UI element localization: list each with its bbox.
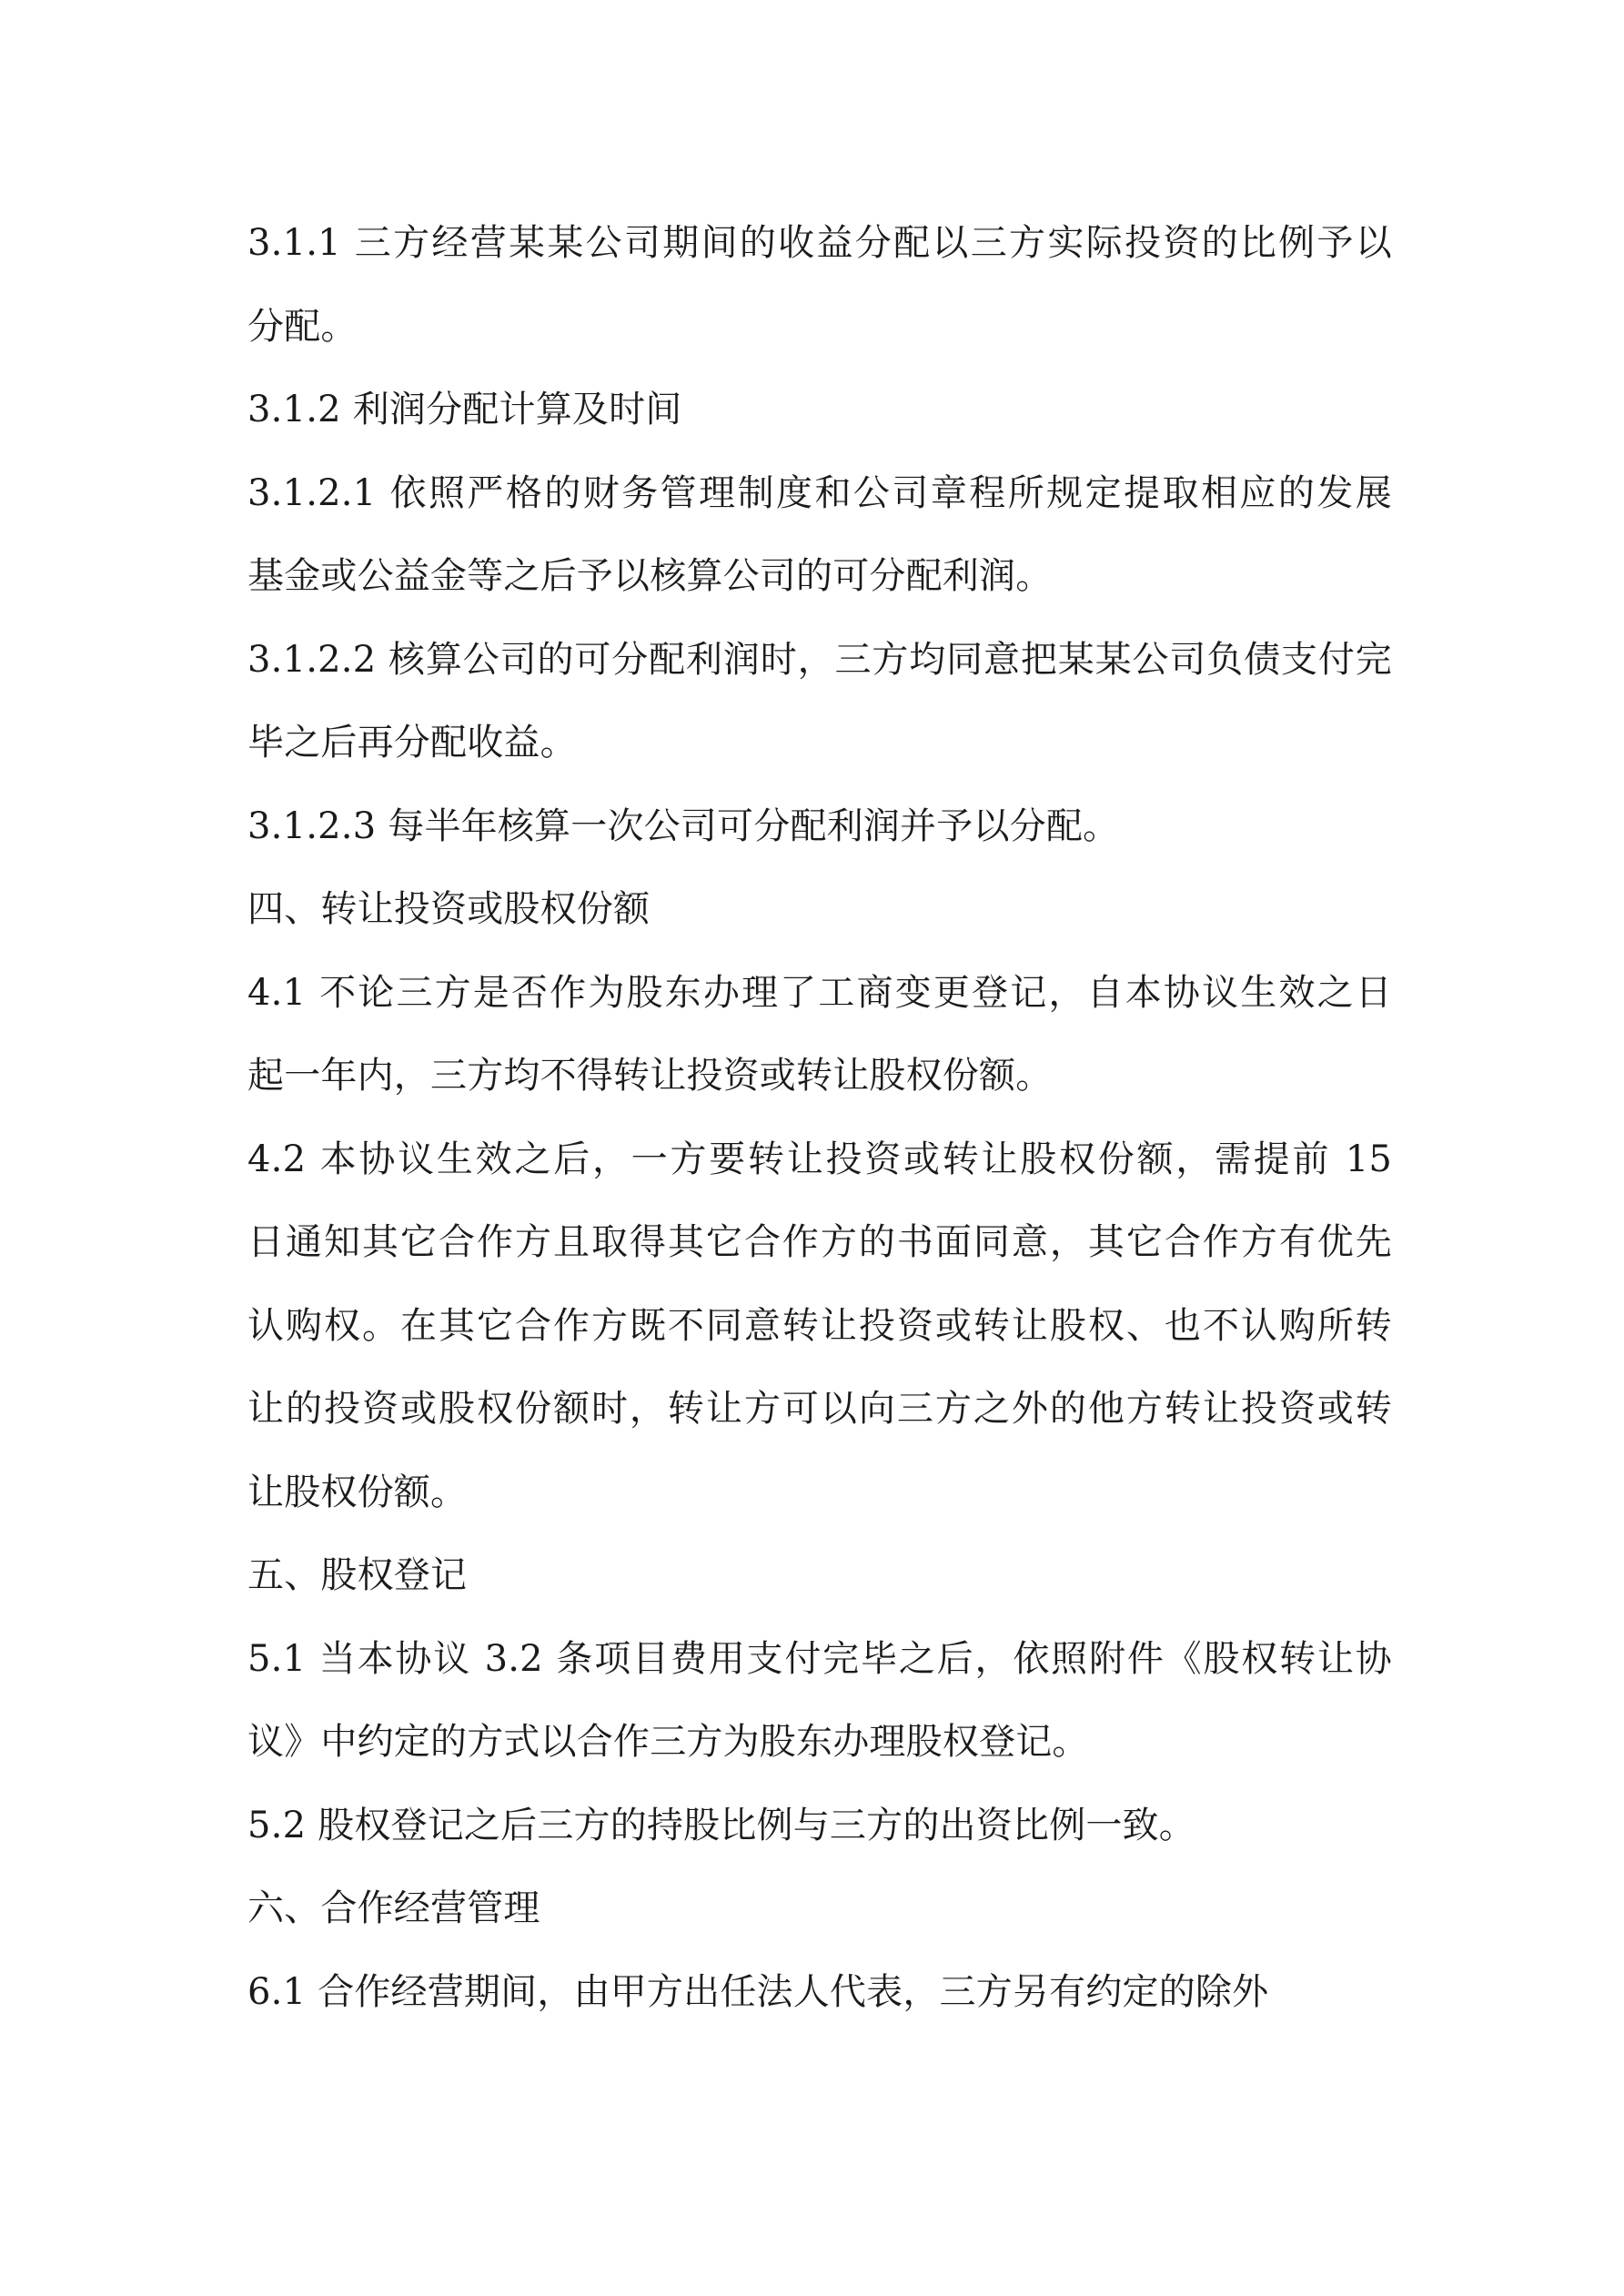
text-line: 4.1 不论三方是否作为股东办理了工商变更登记，自本协议生效之日 — [247, 971, 1392, 1014]
text-line: 3.1.2.1 依照严格的财务管理制度和公司章程所规定提取相应的发展 — [247, 471, 1392, 514]
text-line: 6.1 合作经营期间，由甲方出任法人代表，三方另有约定的除外 — [247, 1970, 1269, 2013]
text-line: 六、合作经营管理 — [247, 1887, 540, 1929]
text-line: 3.1.1 三方经营某某公司期间的收益分配以三方实际投资的比例予以 — [247, 222, 1392, 264]
text-line: 5.1 当本协议 3.2 条项目费用支付完毕之后，依照附件《股权转让协 — [247, 1637, 1392, 1680]
text-line: 让的投资或股权份额时，转让方可以向三方之外的他方转让投资或转 — [247, 1388, 1392, 1430]
text-line: 认购权。在其它合作方既不同意转让投资或转让股权、也不认购所转 — [247, 1304, 1392, 1347]
document-body — [247, 202, 1392, 2034]
text-line: 起一年内，三方均不得转让投资或转让股权份额。 — [247, 1055, 1053, 1097]
text-line: 日通知其它合作方且取得其它合作方的书面同意，其它合作方有优先 — [247, 1221, 1392, 1263]
text-line: 3.1.2 利润分配计算及时间 — [247, 389, 682, 430]
text-line: 3.1.2.2 核算公司的可分配利润时，三方均同意把某某公司负债支付完 — [247, 638, 1392, 681]
text-line: 分配。 — [247, 305, 358, 348]
text-line: 基金或公益金等之后予以核算公司的可分配利润。 — [247, 555, 1053, 597]
text-line: 四、转让投资或股权份额 — [247, 888, 651, 930]
text-line: 4.2 本协议生效之后，一方要转让投资或转让股权份额，需提前 15 — [247, 1138, 1392, 1180]
text-line: 3.1.2.3 每半年核算一次公司可分配利润并予以分配。 — [247, 804, 1120, 847]
text-line: 议》中约定的方式以合作三方为股东办理股权登记。 — [247, 1721, 1089, 1763]
text-line: 让股权份额。 — [247, 1471, 468, 1513]
text-line: 5.2 股权登记之后三方的持股比例与三方的出资比例一致。 — [247, 1804, 1195, 1846]
text-line: 五、股权登记 — [247, 1554, 468, 1596]
text-line: 毕之后再分配收益。 — [247, 722, 577, 764]
